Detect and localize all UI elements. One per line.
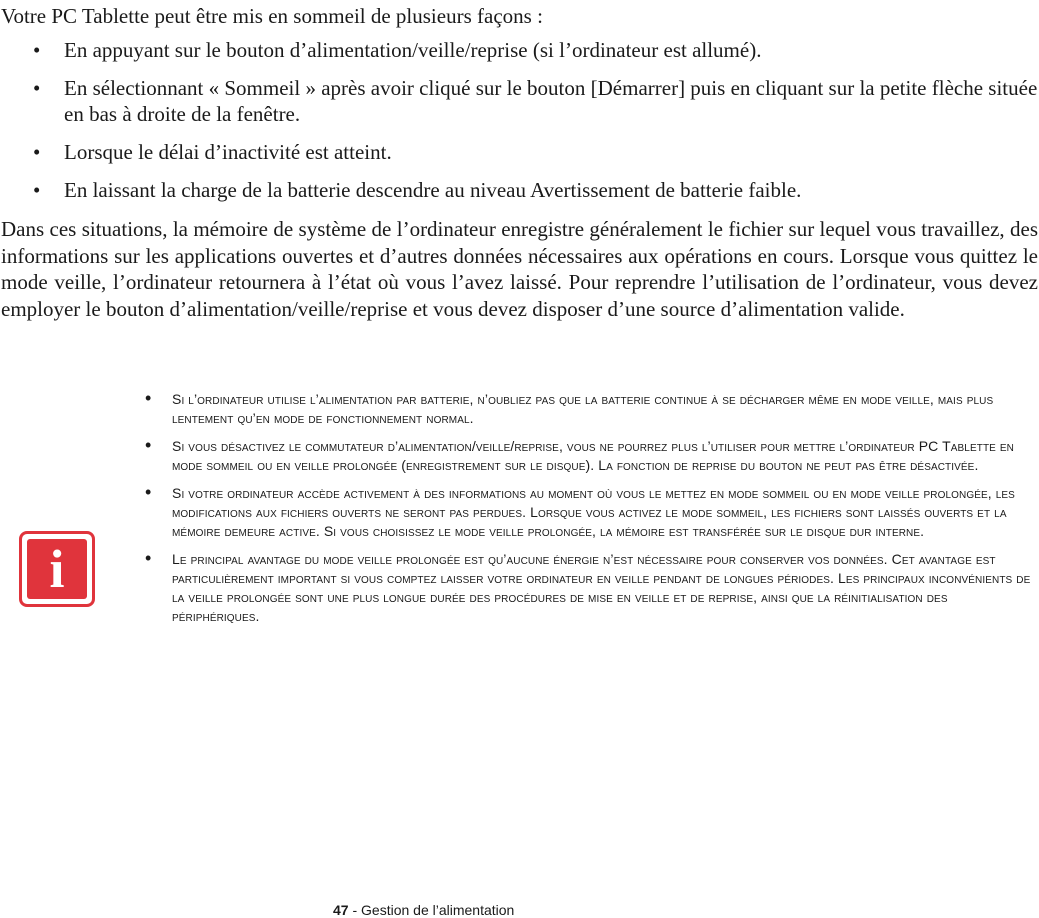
note-item-text: Si l’ordinateur utilise l’alimentation par batterie, n’oubliez pas que la batterie continue à se décharger même en mode veille, mais plus lentement qu’en mode de fonctionnement normal. [172, 391, 994, 426]
list-item-text: Lorsque le délai d’inactivité est atteint. [64, 140, 392, 164]
body-paragraph: Dans ces situations, la mémoire de système de l’ordinateur enregistre généralement le fichier sur lequel vous travaillez, des informations sur les applications ouvertes et d’autres données nécessaires aux opérations en cours. Lorsque vous quittez le mode veille, l’ordinateur retournera à l’état où vous l’avez laissé. Pour reprendre l’utilisation de l’ordinateur, vous devez employer le bouton d’alimentation/veille/reprise et vous devez disposer d’une source d’alimentation valide. [1, 217, 1038, 321]
list-item-text: En sélectionnant « Sommeil » après avoir cliqué sur le bouton [Démarrer] puis en cliquant sur la petite flèche située en bas à droite de la fenêtre. [64, 76, 1038, 126]
list-item [0, 177, 1039, 203]
bullet-icon: • [33, 38, 41, 62]
intro-text: Votre PC Tablette peut être mis en sommeil de plusieurs façons : [1, 4, 543, 28]
page-footer [333, 902, 514, 918]
bullet-icon: • [33, 178, 41, 202]
info-icon-glyph: i [27, 539, 87, 599]
bullet-icon: • [145, 388, 152, 408]
note-item [144, 390, 1036, 428]
note-list [144, 390, 1036, 635]
bullet-icon: • [145, 482, 152, 502]
note-item-text: Le principal avantage du mode veille prolongée est qu’aucune énergie n’est nécessaire pour conserver vos données. Cet avantage est particulièrement important si vous comptez laisser votre ordinateur en veille pendant de longues périodes. Les principaux inconvénients de la veille prolongée sont une plus longue durée des procédures de mise en veille et de reprise, ainsi que la réinitialisation des périphériques. [172, 551, 1031, 624]
list-item [0, 37, 1039, 63]
page-number: 47 [333, 902, 349, 918]
note-item [144, 550, 1036, 626]
info-icon [19, 531, 95, 607]
note-item [144, 437, 1036, 475]
section-title: - Gestion de l’alimentation [348, 902, 515, 918]
bullet-icon: • [33, 140, 41, 164]
note-item [144, 484, 1036, 541]
note-item-text: Si votre ordinateur accède activement à des informations au moment où vous le mettez en mode sommeil ou en mode veille prolongée, les modifications aux fichiers ouverts ne seront pas perdues. Lorsque vous activez le mode sommeil, les fichiers sont laissés ouverts et la mémoire demeure active. Si vous choisissez le mode veille prolongée, la mémoire est transférée sur le disque dur interne. [172, 485, 1015, 539]
bullet-icon: • [145, 548, 152, 568]
bullet-icon: • [33, 76, 41, 100]
list-item [0, 75, 1039, 127]
bullet-icon: • [145, 435, 152, 455]
note-item-text: Si vous désactivez le commutateur d’alimentation/veille/reprise, vous ne pourrez plus l’utiliser pour mettre l’ordinateur PC Tablette en mode sommeil ou en veille prolongée (enregistrement sur le disque). La fonction de reprise du bouton ne peut pas être désactivée. [172, 438, 1014, 473]
list-item [0, 139, 1039, 165]
list-item-text: En appuyant sur le bouton d’alimentation/veille/reprise (si l’ordinateur est allumé). [64, 38, 762, 62]
list-item-text: En laissant la charge de la batterie descendre au niveau Avertissement de batterie faible. [64, 178, 802, 202]
bullet-list [0, 37, 1039, 215]
